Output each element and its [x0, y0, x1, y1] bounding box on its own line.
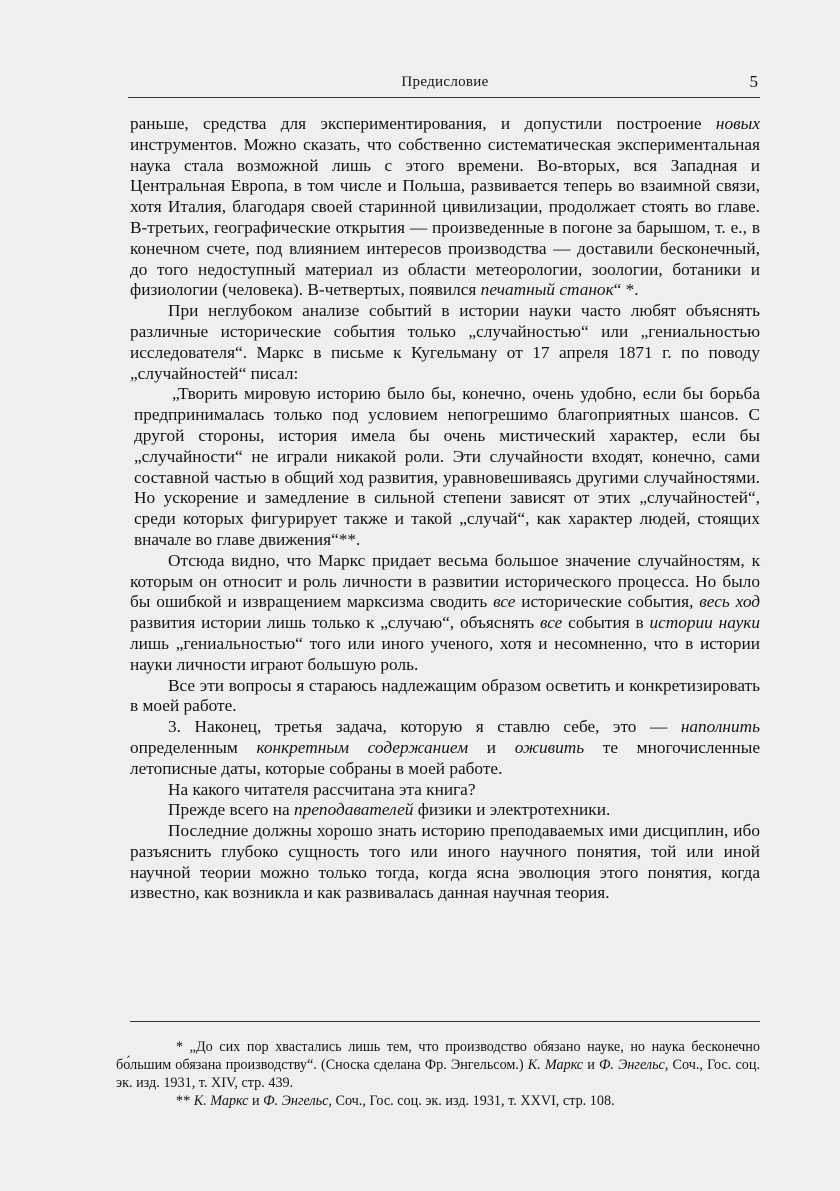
text-run: инструментов. Можно сказать, что собственно систематическая экспериментальная наука стала возможной лишь с этого времени. Во-вторых, вся Западная и Центральная Европа, в том числе и Польша, развивается теперь во взаимной связи, хотя Италия, благодаря своей старинной цивилизации, продолжает стоять во главе. В-третьих, географические открытия — произведенные в погоне за барышом, т. е., в конечном счете, под влиянием интересов производства — доставили бесконечный, до того недоступный материал из области метеорологии, зоологии, ботаники и физиологии (человека). В-четвертых, появился: [130, 134, 760, 300]
footnote: [116, 1092, 760, 1110]
text-run: события в: [562, 613, 650, 633]
emphasis: оживить: [514, 737, 585, 757]
text-run: физики и электротехники.: [413, 800, 611, 820]
paragraph: Последние должны хорошо знать историю преподаваемых ими дисциплин, ибо разъяснить глубоко сущность того или иного научного понятия, той или иной научной теории можно только тогда, когда ясна эволюция этого понятия, когда известно, как возникла и как развивалась данная научная теория.: [130, 821, 760, 903]
text-run: * „До сих пор хвастались лишь тем, что производство обязано науке, но наука бесконечно бо́льшим обязана производству“. (Сноска сделана Фр. Энгельсом.): [116, 1039, 760, 1073]
text-run: и: [468, 737, 515, 757]
text-run: 3. Наконец, третья задача, которую я ставлю себе, это —: [168, 717, 681, 737]
text-run: те многочисленные летописные даты, которые собраны в моей работе.: [130, 737, 761, 778]
emphasis: все: [493, 592, 516, 612]
text-run: и: [248, 1093, 264, 1109]
text-run: и: [583, 1057, 599, 1073]
paragraph: [130, 800, 760, 821]
text-run: Соч., Гос. соц. эк. изд. 1931, т. XIV, стр. 439.: [116, 1057, 760, 1091]
emphasis: весь ход: [699, 592, 760, 612]
emphasis: Ф. Энгельс,: [263, 1093, 332, 1109]
emphasis: преподавателей: [293, 800, 414, 820]
emphasis: печатный станок: [480, 280, 614, 300]
text-run: исторические события,: [515, 592, 700, 612]
text-run: определенным: [130, 737, 257, 757]
emphasis: наполнить: [680, 717, 760, 737]
footnotes: [116, 1038, 760, 1110]
text-run: лишь „гениальностью“ того или иного ученого, хотя и несомненно, что в истории науки личности играют большую роль.: [130, 633, 760, 674]
paragraph-continuation: [130, 114, 760, 301]
text-run: “ *.: [613, 280, 639, 300]
text-run: Прежде всего на: [168, 800, 294, 820]
header-rule: [128, 97, 760, 98]
footnote-rule: [130, 1021, 760, 1022]
emphasis: К. Маркс: [527, 1057, 584, 1073]
page-header: [130, 72, 760, 94]
emphasis: конкретным содержанием: [256, 737, 469, 757]
running-head: Предисловие: [401, 74, 489, 90]
text-run: Соч., Гос. соц. эк. изд. 1931, т. XXVI, стр. 108.: [331, 1093, 615, 1109]
emphasis: все: [539, 613, 563, 633]
emphasis: К. Маркс: [193, 1093, 249, 1109]
text-run: **: [176, 1093, 194, 1109]
text-run: развития истории лишь только к „случаю“, объяснять: [130, 613, 540, 633]
paragraph: Все эти вопросы я стараюсь надлежащим образом осветить и конкретизировать в моей работе.: [130, 675, 760, 716]
footnote: [116, 1038, 760, 1092]
body-text: [130, 114, 760, 904]
paragraph: [130, 551, 760, 676]
emphasis: истории науки: [649, 613, 761, 633]
paragraph: На какого читателя рассчитана эта книга?: [168, 779, 476, 799]
emphasis: новых: [715, 114, 760, 133]
text-run: раньше, средства для экспериментирования, и допустили построение: [130, 114, 716, 133]
paragraph: При неглубоком анализе событий в истории науки часто любят объяснять различные исторические события только „случайностью“ или „гениальностью исследователя“. Маркс в письме к Кугельману от 17 апреля 1871 г. по поводу „случайностей“ писал:: [130, 301, 760, 383]
page-number: 5: [749, 72, 758, 91]
emphasis: Ф. Энгельс,: [598, 1057, 669, 1073]
paragraph: [130, 717, 760, 779]
block-quote: „Творить мировую историю было бы, конечно, очень удобно, если бы борьба предпринималась только под условием непогрешимо благоприятных шансов. С другой стороны, история имела бы очень мистический характер, если бы „случайности“ не играли никакой роли. Эти случайности входят, конечно, сами составной частью в общий ход развития, уравновешиваясь другими случайностями. Но ускорение и замедление в сильной степени зависят от этих „случайностей“, среди которых фигурирует также и такой „случай“, как характер людей, стоящих вначале во главе движения“**.: [134, 384, 760, 549]
text-run: Отсюда видно, что Маркс придает весьма большое значение случайностям, к которым он относит и роль личности в развитии исторического процесса. Но было бы ошибкой и извращением марксизма сводить: [130, 550, 760, 612]
